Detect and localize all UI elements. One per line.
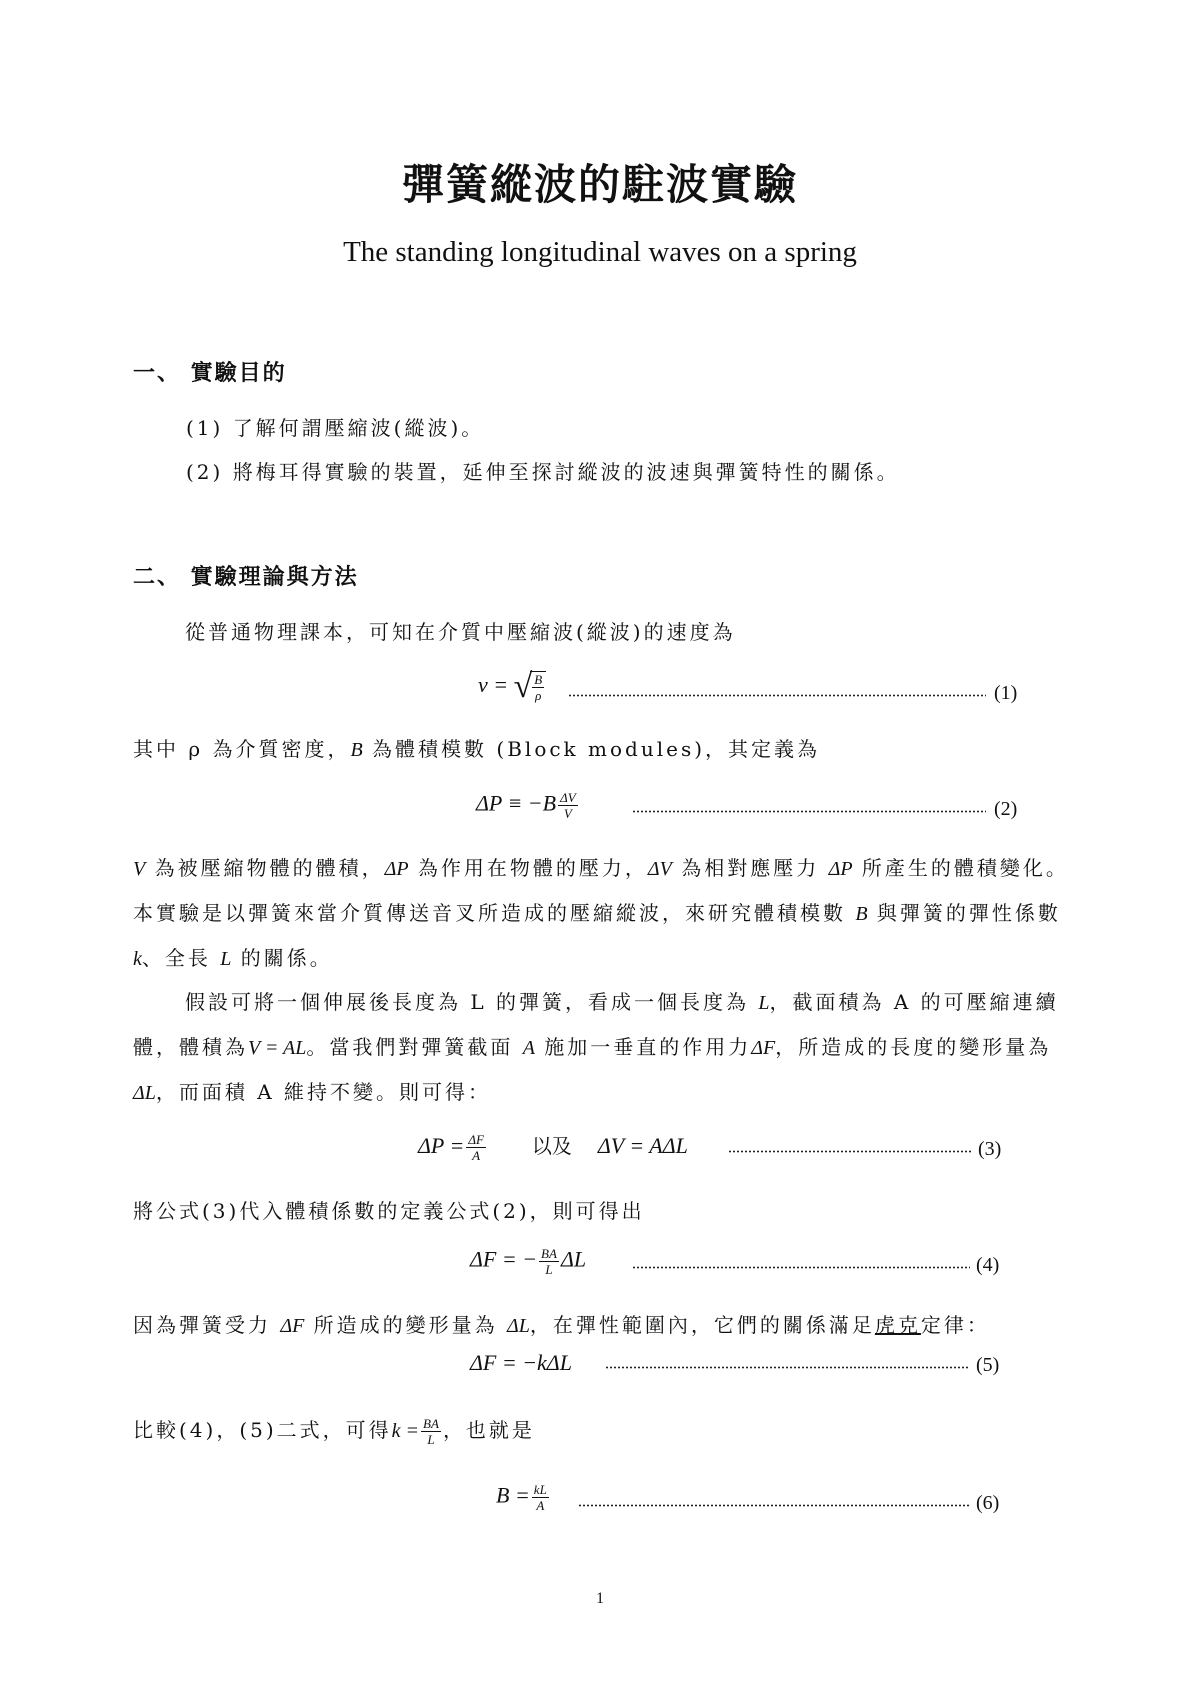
l5-c: ，也就是 <box>442 1418 535 1442</box>
p2-t1: 假設可將一個伸展後長度為 L 的彈簧，看成一個長度為 <box>185 990 759 1014</box>
eq1-lhs: v = <box>478 672 509 698</box>
eq3-mid: 以及 <box>531 1134 572 1158</box>
purpose-item-2: (2) 將梅耳得實驗的裝置，延伸至探討縱波的波速與彈簧特性的關係。 <box>186 460 900 484</box>
l5-a: 比較(4)，(5)二式，可得 <box>133 1418 392 1442</box>
eq6-numerator: kL <box>533 1482 547 1497</box>
after-eq1-text-b: B <box>350 739 363 761</box>
eq4-number: (4) <box>976 1254 1000 1276</box>
purpose-item-1: (1) 了解何謂壓縮波(縱波)。 <box>186 416 485 440</box>
p1-t4: 為作用在物體的壓力， <box>408 856 648 880</box>
eq4-numerator: BA <box>541 1246 557 1261</box>
after-eq1-text-a: 其中 ρ 為介質密度， <box>133 737 351 761</box>
l4-e: ，在彈性範圍內，它們的關係滿足 <box>529 1313 875 1337</box>
paragraph-2 <box>133 980 1078 1115</box>
paragraph-1 <box>133 846 1078 981</box>
page-number: 1 <box>596 1590 604 1607</box>
eq6-number: (6) <box>976 1492 1000 1514</box>
p1-t9: B <box>855 903 868 925</box>
eq5-followup-line <box>133 1408 535 1453</box>
eq2-number: (2) <box>994 798 1018 820</box>
l4-a: 因為彈簧受力 <box>133 1313 281 1337</box>
eq4-lhs: ΔF = − <box>470 1246 538 1272</box>
hooke-name: 虎克 <box>874 1313 921 1337</box>
p1-t6: 為相對應壓力 <box>671 856 829 880</box>
equation-1 <box>478 670 546 704</box>
eq2-leader <box>632 809 986 813</box>
equation-6 <box>496 1482 551 1513</box>
l4-d: ΔL <box>507 1315 530 1337</box>
title-english: The standing longitudinal waves on a spring <box>343 236 857 268</box>
p2-t8: ΔF <box>751 1037 776 1059</box>
p1-t14: 的關係。 <box>231 946 333 970</box>
p2-t11: ，而面積 A 維持不變。則可得： <box>155 1080 492 1104</box>
p1-t12: 、全長 <box>141 946 221 970</box>
equation-3 <box>418 1130 688 1163</box>
eq6-lhs: B = <box>496 1482 530 1508</box>
p1-t1: V <box>133 858 146 880</box>
eq1-denominator: ρ <box>535 688 542 703</box>
p1-t13: L <box>220 948 232 970</box>
p2-t4: V = AL <box>248 1037 307 1059</box>
p2-t2: L <box>758 992 770 1014</box>
eq6-leader <box>578 1503 970 1507</box>
title-chinese: 彈簧縱波的駐波實驗 <box>401 160 798 209</box>
eq6-denominator: A <box>536 1498 545 1513</box>
eq5-text: ΔF = −kΔL <box>470 1350 572 1375</box>
equation-4 <box>470 1246 586 1277</box>
eq3-numerator: ΔF <box>468 1132 484 1148</box>
eq4-followup-line <box>133 1303 990 1348</box>
eq5-leader <box>605 1365 970 1369</box>
theory-intro: 從普通物理課本，可知在介質中壓縮波(縱波)的速度為 <box>185 620 736 644</box>
p1-t5: ΔV <box>647 858 672 880</box>
l4-g: 定律： <box>920 1313 990 1337</box>
p1-t10: 與彈簧的彈性係數 <box>867 901 1061 925</box>
eq4-denominator: L <box>545 1262 553 1277</box>
eq3-rhs: ΔV = AΔL <box>597 1133 688 1158</box>
p2-t3: ，截面積為 A 的可壓縮連續體，體積為 <box>133 990 1059 1059</box>
equation-2 <box>476 790 580 821</box>
eq2-lhs: ΔP ≡ −B <box>476 790 557 816</box>
equation-5 <box>470 1350 572 1376</box>
section-heading-theory: 二、 實驗理論與方法 <box>133 564 359 590</box>
eq3-leader <box>728 1149 972 1153</box>
l4-c: 所造成的變形量為 <box>304 1313 508 1337</box>
p1-t3: ΔP <box>384 858 409 880</box>
eq1-sqrt: √ $\frac{B}{\rho}$ <box>514 670 547 704</box>
after-eq1-text-c: 為體積模數 (Block modules)，其定義為 <box>362 737 821 761</box>
p1-t7: ΔP <box>828 858 853 880</box>
p2-t7: 施加一垂直的作用力 <box>534 1035 752 1059</box>
eq1-number: (1) <box>994 682 1018 704</box>
eq3-denominator: A <box>472 1148 481 1164</box>
p2-t10: ΔL <box>133 1082 156 1104</box>
eq1-numerator: B <box>534 672 543 687</box>
p2-t6: A <box>522 1037 535 1059</box>
l5-b: k = <box>391 1420 420 1442</box>
p1-t11: k <box>133 948 142 970</box>
eq2-numerator: ΔV <box>560 790 576 805</box>
p2-t5: 。當我們對彈簧截面 <box>306 1035 523 1059</box>
eq4-leader <box>632 1265 970 1269</box>
eq1-leader <box>568 693 986 697</box>
p1-t2: 為被壓縮物體的體積， <box>145 856 385 880</box>
section-heading-purpose: 一、 實驗目的 <box>133 360 287 386</box>
p2-t9: ，所造成的長度的變形量為 <box>775 1035 1052 1059</box>
l5-numerator: BA <box>423 1416 439 1431</box>
eq5-number: (5) <box>976 1354 1000 1376</box>
eq3-lhs: ΔP = <box>418 1133 465 1158</box>
p1-t8: 所產生的體積變化。本實驗是以彈簧來當介質傳送音叉所造成的壓縮縱波，來研究體積模數 <box>133 856 1069 925</box>
after-eq1-line <box>133 727 820 772</box>
eq3-followup-line: 將公式(3)代入體積係數的定義公式(2)，則可得出 <box>133 1199 645 1223</box>
l4-b: ΔF <box>280 1315 305 1337</box>
eq3-number: (3) <box>978 1138 1002 1160</box>
l5-denominator: L <box>427 1432 435 1447</box>
eq2-denominator: V <box>563 806 572 821</box>
eq4-rhs: ΔL <box>560 1246 587 1272</box>
